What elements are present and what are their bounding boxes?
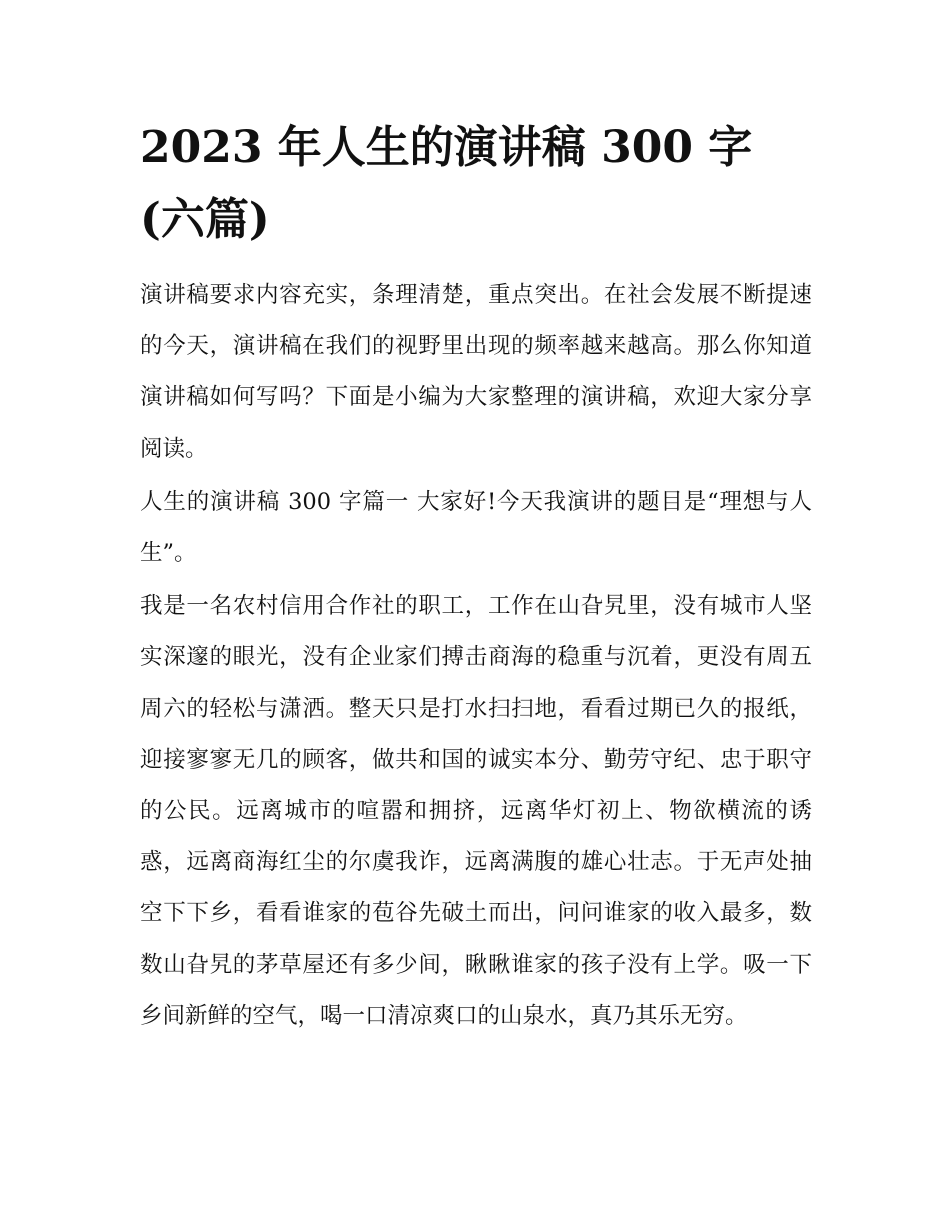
paragraph-intro: 演讲稿要求内容充实，条理清楚，重点突出。在社会发展不断提速的今天，演讲稿在我们的视野里出现的频率越来越高。那么你知道演讲稿如何写吗？下面是小编为大家整理的演讲稿，欢迎大家分享阅读。	[140, 282, 812, 462]
paragraph-speech-body: 我是一名农村信用合作社的职工，工作在山旮旯里，没有城市人坚实深邃的眼光，没有企业家们搏击商海的稳重与沉着，更没有周五周六的轻松与潇洒。整天只是打水扫扫地，看看过期已久的报纸，迎接寥寥无几的顾客，做共和国的诚实本分、勤劳守纪、忠于职守的公民。远离城市的喧嚣和拥挤，远离华灯初上、物欲横流的诱惑，远离商海红尘的尔虞我诈，远离满腹的雄心壮志。于无声处抽空下下乡，看看谁家的苞谷先破土而出，问问谁家的收入最多，数数山旮旯的茅草屋还有多少间，瞅瞅谁家的孩子没有上学。吸一下乡间新鲜的空气，喝一口清凉爽口的山泉水，真乃其乐无穷。	[140, 593, 812, 1029]
document-body	[140, 112, 812, 1044]
paragraph-speech-opening: 人生的演讲稿 300 字篇一 大家好!今天我演讲的题目是“理想与人生”。	[140, 488, 812, 567]
document-title: 2023 年人生的演讲稿 300 字(六篇)	[140, 122, 753, 245]
